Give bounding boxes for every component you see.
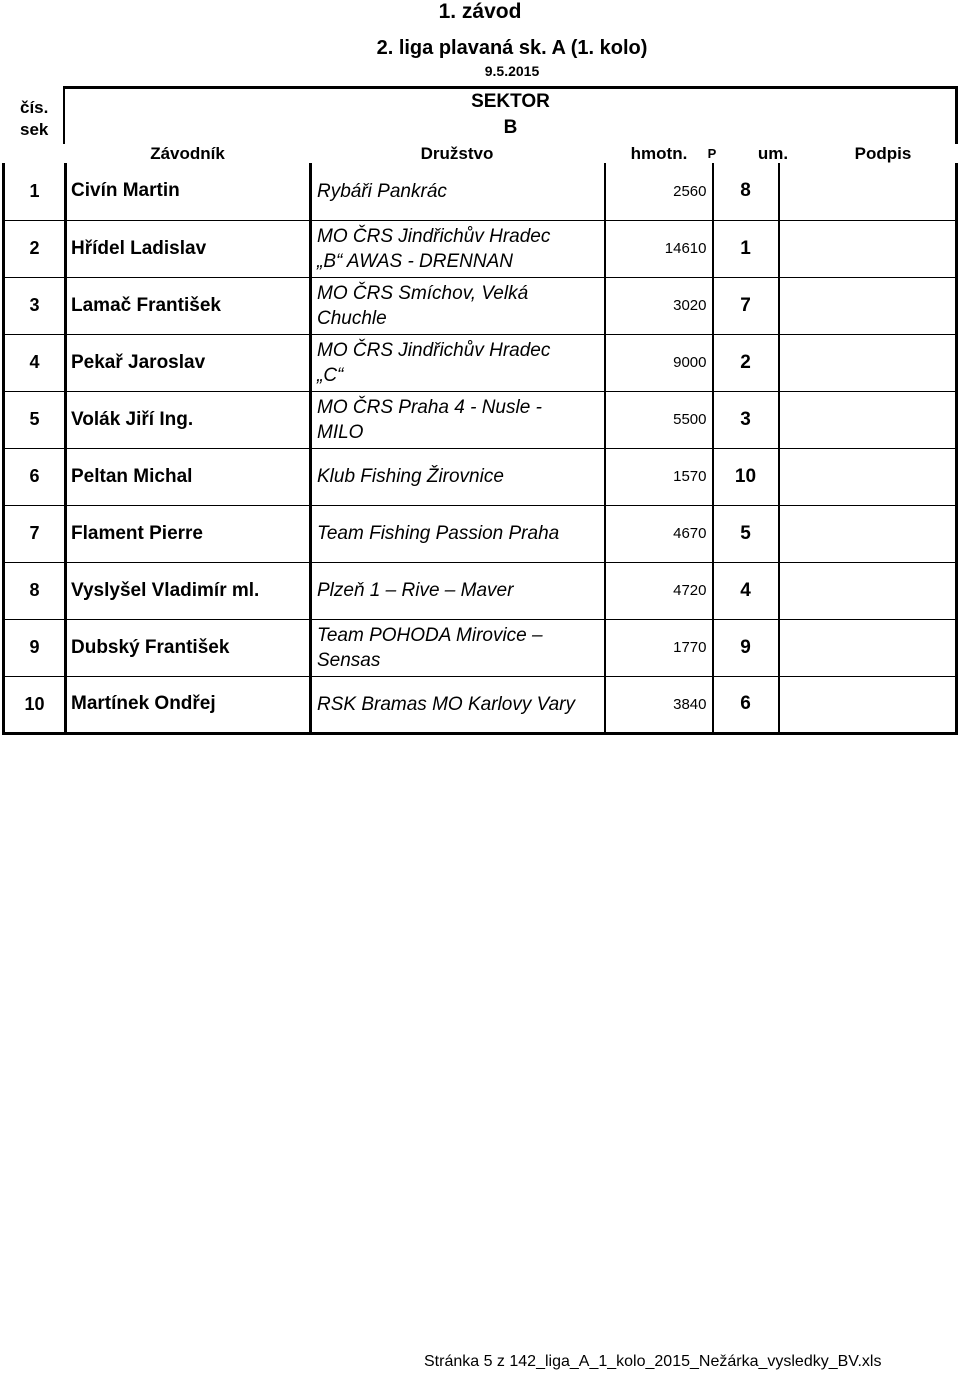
team-line-2: Chuchle	[317, 307, 387, 329]
table-row	[4, 163, 957, 220]
col-header-team: Družstvo	[420, 144, 494, 163]
col-header-place: um.	[757, 144, 789, 163]
team-name	[311, 505, 605, 562]
team-line-1: MO ČRS Jindřichův Hradec	[317, 339, 551, 361]
team-name	[311, 676, 605, 733]
page-footer	[424, 1353, 881, 1371]
team-line-1: Team Fishing Passion Praha	[317, 523, 560, 544]
team-line-2: MILO	[317, 421, 364, 443]
weight-value: 14610	[605, 220, 711, 277]
competitor-name: Volák Jiří Ing.	[66, 391, 311, 448]
table-row	[4, 334, 957, 391]
team-name	[311, 163, 605, 220]
place-value: 5	[713, 505, 779, 562]
weight-value: 4670	[605, 505, 711, 562]
weight-value: 9000	[605, 334, 711, 391]
row-number: 4	[4, 334, 66, 391]
team-name	[311, 562, 605, 619]
row-number: 5	[4, 391, 66, 448]
row-number: 8	[4, 562, 66, 619]
row-number: 2	[4, 220, 66, 277]
table-row	[4, 391, 957, 448]
signature-cell	[779, 163, 957, 220]
team-line-1: Klub Fishing Žirovnice	[317, 466, 504, 487]
team-line-2: „B“ AWAS - DRENNAN	[317, 250, 514, 272]
page-number: Stránka 5 z 14	[424, 1353, 528, 1370]
race-title: 1. závod	[438, 0, 522, 23]
team-line-1: Rybáři Pankrác	[317, 180, 447, 202]
row-number: 3	[4, 277, 66, 334]
team-line-1: RSK Bramas MO Karlovy Vary	[317, 693, 575, 715]
sector-label: SEKTOR	[471, 91, 550, 112]
race-date: 9.5.2015	[484, 63, 540, 79]
team-line-2: „C“	[317, 364, 344, 386]
place-value: 10	[713, 448, 779, 505]
row-number: 1	[4, 163, 66, 220]
team-line-1: Plzeň 1 – Rive – Maver	[317, 580, 514, 601]
table-row	[4, 619, 957, 676]
weight-value: 3020	[605, 277, 711, 334]
table-row	[4, 562, 957, 619]
place-value: 1	[713, 220, 779, 277]
signature-cell	[779, 619, 957, 676]
team-name	[311, 220, 605, 277]
signature-cell	[779, 505, 957, 562]
team-line-1: MO ČRS Jindřichův Hradec	[317, 225, 551, 247]
competitor-name: Civín Martin	[66, 163, 311, 220]
col-header-p: P	[707, 146, 717, 161]
signature-cell	[779, 448, 957, 505]
weight-value: 5500	[605, 391, 711, 448]
competitor-name: Martínek Ondřej	[66, 676, 311, 733]
signature-cell	[779, 334, 957, 391]
file-name: 2_liga_A_1_kolo_2015_Nežárka_vysledky_BV.xls	[527, 1353, 882, 1370]
team-name	[311, 334, 605, 391]
signature-cell	[779, 220, 957, 277]
competitor-name: Vyslyšel Vladimír ml.	[66, 562, 311, 619]
place-value: 2	[713, 334, 779, 391]
team-name	[311, 448, 605, 505]
table-row	[4, 448, 957, 505]
competitor-name: Hřídel Ladislav	[66, 220, 311, 277]
row-number: 7	[4, 505, 66, 562]
sector-value: B	[503, 117, 518, 138]
table-row	[4, 277, 957, 334]
weight-value: 1770	[605, 619, 711, 676]
table-row	[4, 220, 957, 277]
place-value: 8	[713, 163, 779, 220]
place-value: 9	[713, 619, 779, 676]
signature-cell	[779, 391, 957, 448]
row-number: 9	[4, 619, 66, 676]
weight-value: 4720	[605, 562, 711, 619]
place-value: 6	[713, 676, 779, 733]
table-row	[4, 676, 957, 733]
team-line-1: MO ČRS Smíchov, Velká	[317, 282, 529, 304]
team-name	[311, 391, 605, 448]
signature-cell	[779, 277, 957, 334]
weight-value: 3840	[605, 676, 711, 733]
sector-heading	[63, 89, 958, 141]
col-header-weight: hmotn.	[630, 144, 688, 163]
sector-number-label: čís. sek	[20, 98, 49, 139]
weight-value: 2560	[605, 163, 711, 220]
competitor-name: Lamač František	[66, 277, 311, 334]
team-name	[311, 277, 605, 334]
team-line-1: Team POHODA Mirovice –	[317, 624, 543, 646]
competitor-name: Peltan Michal	[66, 448, 311, 505]
league-title: 2. liga plavaná sk. A (1. kolo)	[376, 37, 648, 59]
place-value: 4	[713, 562, 779, 619]
row-number: 10	[4, 676, 66, 733]
col-header-signature: Podpis	[854, 144, 912, 163]
signature-cell	[779, 676, 957, 733]
competitor-name: Pekař Jaroslav	[66, 334, 311, 391]
weight-value: 1570	[605, 448, 711, 505]
team-name	[311, 619, 605, 676]
table-row	[4, 505, 957, 562]
signature-cell	[779, 562, 957, 619]
place-value: 7	[713, 277, 779, 334]
competitor-name: Flament Pierre	[66, 505, 311, 562]
competitor-name: Dubský František	[66, 619, 311, 676]
team-line-1: MO ČRS Praha 4 - Nusle -	[317, 396, 542, 418]
results-table	[2, 163, 958, 735]
place-value: 3	[713, 391, 779, 448]
row-number: 6	[4, 448, 66, 505]
col-header-competitor: Závodník	[150, 144, 225, 163]
team-line-2: Sensas	[317, 649, 381, 671]
